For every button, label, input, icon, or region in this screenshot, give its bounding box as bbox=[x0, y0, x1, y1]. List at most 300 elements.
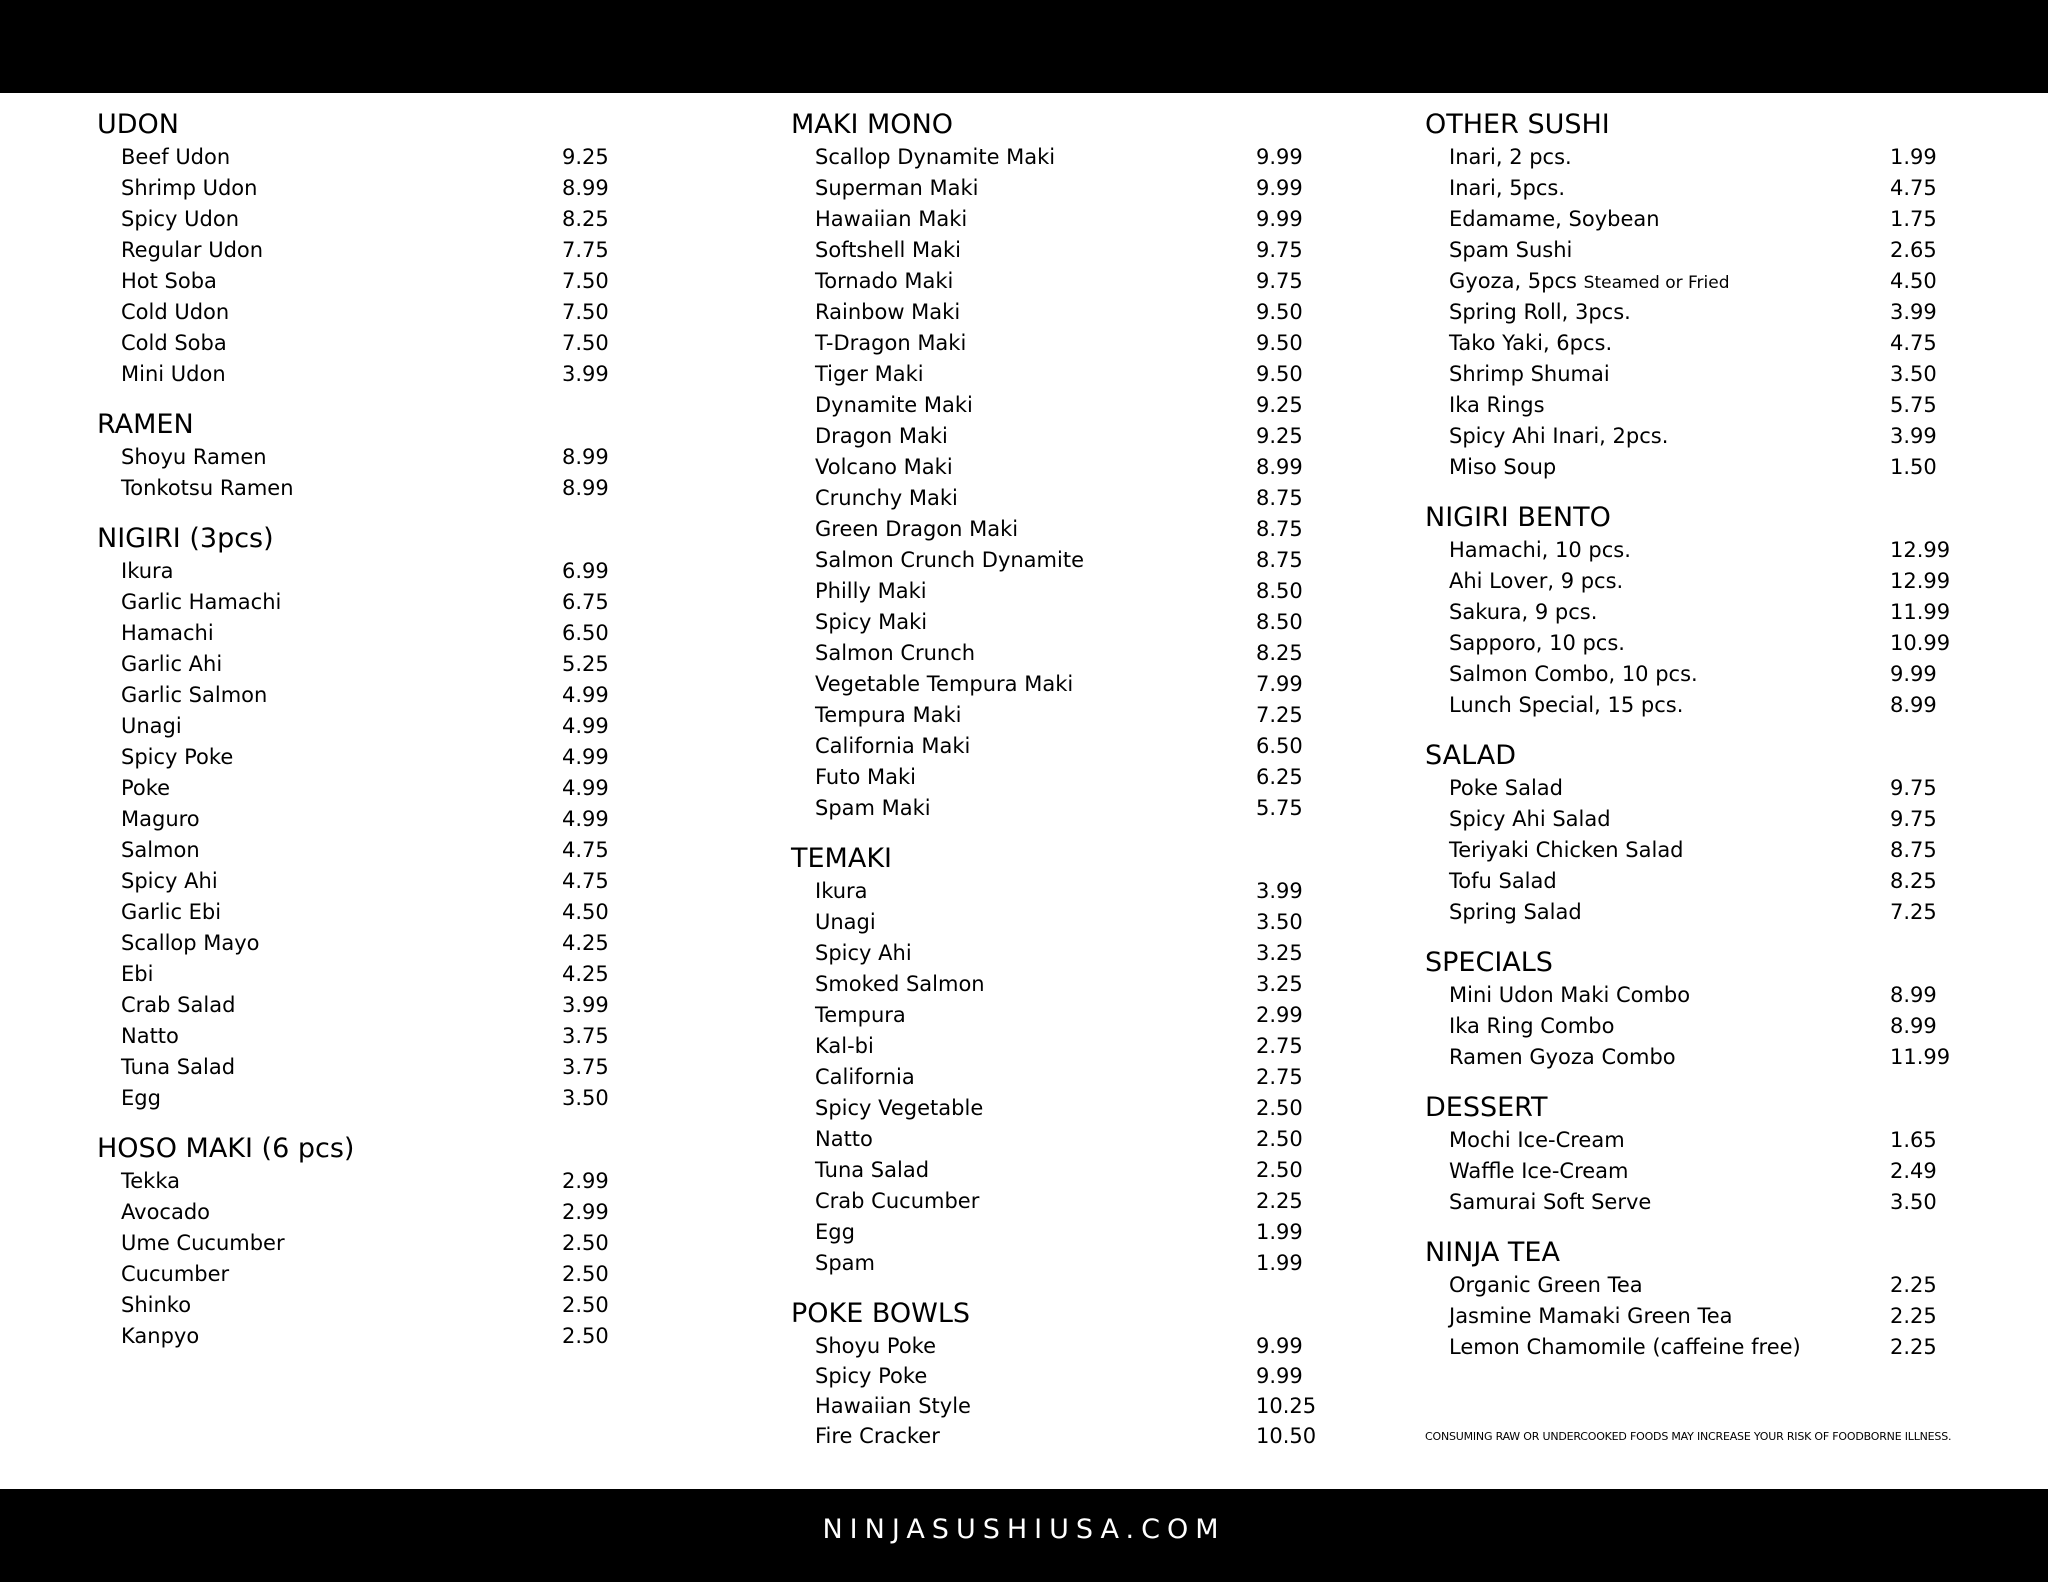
item-price: 8.50 bbox=[1256, 610, 1303, 634]
item-name-text: Miso Soup bbox=[1449, 455, 1557, 479]
item-name bbox=[815, 762, 916, 793]
menu-section bbox=[97, 1132, 617, 1352]
menu-item bbox=[791, 359, 1351, 390]
item-name-text: Crab Salad bbox=[121, 993, 236, 1017]
item-name-text: Maguro bbox=[121, 807, 200, 831]
item-name bbox=[121, 587, 281, 618]
item-price: 7.75 bbox=[562, 238, 609, 262]
item-name bbox=[121, 866, 218, 897]
item-price: 8.75 bbox=[1256, 517, 1303, 541]
menu-item bbox=[791, 607, 1351, 638]
item-name-text: Organic Green Tea bbox=[1449, 1273, 1643, 1297]
item-name bbox=[815, 969, 985, 1000]
item-price: 4.99 bbox=[562, 807, 609, 831]
menu-item bbox=[1425, 628, 1985, 659]
item-price: 3.99 bbox=[1890, 424, 1937, 448]
menu-section bbox=[1425, 1091, 1985, 1218]
item-price: 4.99 bbox=[562, 745, 609, 769]
item-name-text: Ahi Lover, 9 pcs. bbox=[1449, 569, 1624, 593]
item-name-text: California bbox=[815, 1065, 915, 1089]
item-name bbox=[1449, 1125, 1625, 1156]
item-price: 11.99 bbox=[1890, 1045, 1951, 1069]
menu-item bbox=[791, 969, 1351, 1000]
item-name-text: Tempura Maki bbox=[815, 703, 962, 727]
item-name bbox=[815, 638, 975, 669]
item-name-text: Cold Soba bbox=[121, 331, 227, 355]
item-price: 9.75 bbox=[1256, 238, 1303, 262]
item-name-text: Salmon Crunch bbox=[815, 641, 976, 665]
item-name-text: Spicy Ahi Salad bbox=[1449, 807, 1611, 831]
menu-item bbox=[97, 1166, 617, 1197]
menu-item bbox=[1425, 1156, 1985, 1187]
menu-item bbox=[791, 545, 1351, 576]
item-name-text: Softshell Maki bbox=[815, 238, 961, 262]
item-name-text: Garlic Ahi bbox=[121, 652, 223, 676]
menu-item bbox=[97, 142, 617, 173]
menu-item bbox=[791, 452, 1351, 483]
item-name bbox=[1449, 297, 1631, 328]
menu-item bbox=[97, 204, 617, 235]
website-url[interactable]: NINJASUSHIUSA.COM bbox=[822, 1514, 1226, 1545]
section-title: MAKI MONO bbox=[791, 109, 954, 140]
item-name bbox=[815, 390, 973, 421]
item-name bbox=[1449, 597, 1597, 628]
item-name bbox=[121, 1052, 235, 1083]
item-name-text: Tako Yaki, 6pcs. bbox=[1449, 331, 1613, 355]
item-price: 4.25 bbox=[562, 962, 609, 986]
item-name bbox=[815, 235, 961, 266]
item-name bbox=[815, 1186, 979, 1217]
item-name bbox=[121, 711, 182, 742]
item-price: 2.50 bbox=[1256, 1096, 1303, 1120]
item-price: 4.25 bbox=[562, 931, 609, 955]
menu-item bbox=[97, 473, 617, 504]
menu-item bbox=[97, 959, 617, 990]
item-price: 4.99 bbox=[562, 683, 609, 707]
menu-item bbox=[97, 804, 617, 835]
item-name-text: Shinko bbox=[121, 1293, 192, 1317]
item-name bbox=[1449, 628, 1625, 659]
menu-item bbox=[1425, 866, 1985, 897]
item-name bbox=[815, 1000, 906, 1031]
menu-item bbox=[97, 442, 617, 473]
item-price: 9.50 bbox=[1256, 300, 1303, 324]
section-title: OTHER SUSHI bbox=[1425, 109, 1610, 140]
section-title: POKE BOWLS bbox=[791, 1298, 971, 1329]
item-price: 10.99 bbox=[1890, 631, 1951, 655]
item-name bbox=[1449, 1042, 1676, 1073]
menu-item bbox=[1425, 835, 1985, 866]
menu-item bbox=[97, 742, 617, 773]
menu-item bbox=[1425, 421, 1985, 452]
menu-item bbox=[97, 1197, 617, 1228]
menu-item bbox=[1425, 297, 1985, 328]
menu-item bbox=[791, 1124, 1351, 1155]
item-price: 2.50 bbox=[1256, 1127, 1303, 1151]
item-name-text: Shrimp Shumai bbox=[1449, 362, 1610, 386]
menu-item bbox=[97, 1321, 617, 1352]
menu-item bbox=[1425, 266, 1985, 297]
item-name bbox=[121, 297, 229, 328]
item-price: 1.75 bbox=[1890, 207, 1937, 231]
menu-item bbox=[791, 1248, 1351, 1279]
item-price: 6.50 bbox=[562, 621, 609, 645]
item-price: 3.99 bbox=[562, 993, 609, 1017]
menu-item bbox=[97, 556, 617, 587]
item-price: 11.99 bbox=[1890, 600, 1951, 624]
menu-item bbox=[791, 1155, 1351, 1186]
item-price: 2.65 bbox=[1890, 238, 1937, 262]
item-price: 8.50 bbox=[1256, 579, 1303, 603]
item-name bbox=[815, 483, 958, 514]
item-name-text: Tekka bbox=[121, 1169, 181, 1193]
item-price: 9.75 bbox=[1256, 269, 1303, 293]
menu-item bbox=[791, 235, 1351, 266]
item-price: 9.99 bbox=[1890, 662, 1937, 686]
item-price: 9.50 bbox=[1256, 362, 1303, 386]
menu-item bbox=[791, 1186, 1351, 1217]
item-name-text: Spicy Poke bbox=[121, 745, 234, 769]
item-price: 2.99 bbox=[562, 1200, 609, 1224]
menu-item bbox=[1425, 1332, 1985, 1363]
item-price: 2.99 bbox=[1256, 1003, 1303, 1027]
menu-item bbox=[1425, 690, 1985, 721]
item-name-text: Futo Maki bbox=[815, 765, 916, 789]
item-name-text: Garlic Ebi bbox=[121, 900, 222, 924]
item-name-text: Natto bbox=[121, 1024, 179, 1048]
item-name bbox=[815, 1062, 915, 1093]
menu-item bbox=[791, 1421, 1351, 1451]
item-name-text: Mini Udon Maki Combo bbox=[1449, 983, 1691, 1007]
menu-item bbox=[791, 669, 1351, 700]
menu-section bbox=[791, 1297, 1351, 1451]
item-name bbox=[815, 700, 961, 731]
item-price: 2.99 bbox=[562, 1169, 609, 1193]
item-name bbox=[1449, 897, 1582, 928]
menu-item bbox=[791, 1062, 1351, 1093]
menu-section bbox=[1425, 946, 1985, 1073]
item-price: 4.50 bbox=[562, 900, 609, 924]
menu-item bbox=[791, 793, 1351, 824]
item-name-text: Cucumber bbox=[121, 1262, 230, 1286]
item-name bbox=[1449, 421, 1668, 452]
section-title: TEMAKI bbox=[791, 843, 892, 874]
item-name bbox=[121, 1166, 180, 1197]
item-name-text: Inari, 5pcs. bbox=[1449, 176, 1566, 200]
item-name bbox=[121, 990, 235, 1021]
item-name-text: Sakura, 9 pcs. bbox=[1449, 600, 1598, 624]
item-name-text: Egg bbox=[121, 1086, 161, 1110]
menu-item bbox=[791, 204, 1351, 235]
section-title: NIGIRI (3pcs) bbox=[97, 523, 274, 554]
item-price: 5.75 bbox=[1256, 796, 1303, 820]
item-name-text: Hot Soba bbox=[121, 269, 217, 293]
item-name bbox=[1449, 1332, 1801, 1363]
item-price: 8.99 bbox=[562, 445, 609, 469]
section-title: UDON bbox=[97, 109, 180, 140]
menu-item bbox=[1425, 452, 1985, 483]
menu-item bbox=[97, 928, 617, 959]
item-name bbox=[1449, 452, 1556, 483]
item-price: 5.75 bbox=[1890, 393, 1937, 417]
item-name-text: Teriyaki Chicken Salad bbox=[1449, 838, 1684, 862]
item-name bbox=[1449, 773, 1563, 804]
menu-item bbox=[97, 587, 617, 618]
item-name-text: Ume Cucumber bbox=[121, 1231, 285, 1255]
menu-item bbox=[97, 266, 617, 297]
menu-column-1 bbox=[97, 108, 617, 1370]
item-name bbox=[815, 1155, 929, 1186]
item-name-text: Mini Udon bbox=[121, 362, 226, 386]
item-name-text: Garlic Salmon bbox=[121, 683, 268, 707]
menu-item bbox=[97, 1021, 617, 1052]
item-name-text: Hamachi, 10 pcs. bbox=[1449, 538, 1631, 562]
item-price: 4.99 bbox=[562, 714, 609, 738]
section-title: SPECIALS bbox=[1425, 947, 1553, 978]
item-price: 3.75 bbox=[562, 1024, 609, 1048]
item-price: 3.50 bbox=[562, 1086, 609, 1110]
item-price: 2.75 bbox=[1256, 1065, 1303, 1089]
item-price: 9.25 bbox=[1256, 424, 1303, 448]
item-name bbox=[121, 773, 170, 804]
menu-item bbox=[791, 421, 1351, 452]
item-price: 8.99 bbox=[1890, 693, 1937, 717]
item-price: 9.99 bbox=[1256, 1364, 1303, 1388]
menu-item bbox=[1425, 804, 1985, 835]
item-name-text: Scallop Dynamite Maki bbox=[815, 145, 1056, 169]
item-price: 3.99 bbox=[1256, 879, 1303, 903]
item-name-text: Tiger Maki bbox=[815, 362, 924, 386]
item-name-text: Volcano Maki bbox=[815, 455, 953, 479]
item-name bbox=[1449, 235, 1572, 266]
item-name-text: Spicy Ahi bbox=[815, 941, 912, 965]
item-price: 1.99 bbox=[1256, 1220, 1303, 1244]
menu-item bbox=[791, 514, 1351, 545]
item-price: 8.99 bbox=[1890, 1014, 1937, 1038]
item-name-text: Lunch Special, 15 pcs. bbox=[1449, 693, 1684, 717]
item-name bbox=[815, 297, 960, 328]
item-price: 3.50 bbox=[1890, 362, 1937, 386]
menu-section bbox=[97, 408, 617, 504]
item-name bbox=[1449, 566, 1623, 597]
menu-item bbox=[791, 1217, 1351, 1248]
item-price: 8.99 bbox=[562, 476, 609, 500]
item-name-text: California Maki bbox=[815, 734, 971, 758]
item-price: 3.25 bbox=[1256, 941, 1303, 965]
item-price: 2.25 bbox=[1890, 1273, 1937, 1297]
item-name-text: Salmon Crunch Dynamite bbox=[815, 548, 1084, 572]
item-name bbox=[815, 907, 876, 938]
item-name-text: Beef Udon bbox=[121, 145, 231, 169]
item-price: 3.75 bbox=[562, 1055, 609, 1079]
item-price: 8.25 bbox=[562, 207, 609, 231]
item-name-text: Rainbow Maki bbox=[815, 300, 961, 324]
item-name-text: Spam bbox=[815, 1251, 875, 1275]
item-name-text: Jasmine Mamaki Green Tea bbox=[1449, 1304, 1733, 1328]
item-name-text: Shoyu Poke bbox=[815, 1334, 936, 1358]
item-name-text: Fire Cracker bbox=[815, 1424, 940, 1448]
item-price: 6.25 bbox=[1256, 765, 1303, 789]
item-name-text: Unagi bbox=[815, 910, 876, 934]
item-name bbox=[815, 1361, 927, 1392]
item-price: 6.50 bbox=[1256, 734, 1303, 758]
menu-section bbox=[97, 522, 617, 1114]
menu-item bbox=[791, 297, 1351, 328]
item-price: 1.50 bbox=[1890, 455, 1937, 479]
menu-item bbox=[791, 876, 1351, 907]
item-name bbox=[1449, 866, 1557, 897]
item-name bbox=[815, 1391, 971, 1422]
item-name-text: Regular Udon bbox=[121, 238, 264, 262]
item-name bbox=[1449, 359, 1610, 390]
item-price: 10.50 bbox=[1256, 1424, 1317, 1448]
item-name-text: Mochi Ice-Cream bbox=[1449, 1128, 1625, 1152]
item-name bbox=[1449, 835, 1684, 866]
item-name-text: Lemon Chamomile (caffeine free) bbox=[1449, 1335, 1801, 1359]
menu-item bbox=[97, 835, 617, 866]
item-price: 7.50 bbox=[562, 331, 609, 355]
item-name-text: Spicy Maki bbox=[815, 610, 928, 634]
item-name bbox=[815, 359, 924, 390]
item-name-text: Ebi bbox=[121, 962, 154, 986]
item-name-text: Ika Ring Combo bbox=[1449, 1014, 1615, 1038]
menu-item bbox=[791, 390, 1351, 421]
item-name-text: Smoked Salmon bbox=[815, 972, 985, 996]
item-name bbox=[121, 1083, 161, 1114]
item-name-text: Spicy Poke bbox=[815, 1364, 928, 1388]
item-name bbox=[815, 731, 970, 762]
item-name bbox=[1449, 980, 1690, 1011]
menu-column-2 bbox=[791, 108, 1351, 1469]
menu-item bbox=[1425, 204, 1985, 235]
item-name-text: Garlic Hamachi bbox=[121, 590, 282, 614]
item-name bbox=[121, 473, 294, 504]
menu-item bbox=[1425, 1011, 1985, 1042]
item-price: 6.99 bbox=[562, 559, 609, 583]
item-name bbox=[121, 835, 200, 866]
item-note: Steamed or Fried bbox=[1583, 273, 1730, 293]
item-name-text: Waffle Ice-Cream bbox=[1449, 1159, 1629, 1183]
item-price: 2.49 bbox=[1890, 1159, 1937, 1183]
menu-item bbox=[97, 297, 617, 328]
item-name-text: Inari, 2 pcs. bbox=[1449, 145, 1572, 169]
item-price: 8.99 bbox=[1256, 455, 1303, 479]
item-name bbox=[815, 142, 1055, 173]
item-name-text: Unagi bbox=[121, 714, 182, 738]
item-price: 2.50 bbox=[562, 1324, 609, 1348]
item-name bbox=[815, 576, 927, 607]
item-name-text: Tornado Maki bbox=[815, 269, 954, 293]
item-name-text: Shoyu Ramen bbox=[121, 445, 267, 469]
item-price: 8.99 bbox=[1890, 983, 1937, 1007]
menu-section bbox=[97, 108, 617, 390]
item-name-text: Edamame, Soybean bbox=[1449, 207, 1660, 231]
item-price: 9.99 bbox=[1256, 176, 1303, 200]
section-title: RAMEN bbox=[97, 409, 194, 440]
item-name-text: Cold Udon bbox=[121, 300, 230, 324]
item-name-text: Ramen Gyoza Combo bbox=[1449, 1045, 1676, 1069]
item-price: 2.75 bbox=[1256, 1034, 1303, 1058]
item-name bbox=[1449, 266, 1730, 299]
menu-item bbox=[97, 1052, 617, 1083]
menu-item bbox=[1425, 390, 1985, 421]
section-title: NINJA TEA bbox=[1425, 1237, 1560, 1268]
section-title: SALAD bbox=[1425, 740, 1517, 771]
menu-item bbox=[97, 1259, 617, 1290]
item-name bbox=[815, 514, 1018, 545]
menu-item bbox=[791, 638, 1351, 669]
food-safety-disclaimer: CONSUMING RAW OR UNDERCOOKED FOODS MAY INCREASE YOUR RISK OF FOODBORNE ILLNESS. bbox=[1425, 1430, 1952, 1443]
item-price: 7.25 bbox=[1890, 900, 1937, 924]
item-name-text: Spam Sushi bbox=[1449, 238, 1573, 262]
menu-item bbox=[791, 907, 1351, 938]
item-price: 2.50 bbox=[562, 1231, 609, 1255]
menu-item bbox=[1425, 359, 1985, 390]
item-name-text: Scallop Mayo bbox=[121, 931, 260, 955]
item-name bbox=[815, 793, 931, 824]
item-name bbox=[1449, 142, 1572, 173]
menu-item bbox=[791, 1093, 1351, 1124]
item-name-text: Egg bbox=[815, 1220, 855, 1244]
item-name bbox=[1449, 173, 1565, 204]
item-name bbox=[815, 1217, 855, 1248]
menu-item bbox=[791, 142, 1351, 173]
item-name bbox=[1449, 659, 1698, 690]
item-name bbox=[815, 938, 912, 969]
menu-item bbox=[97, 680, 617, 711]
menu-item bbox=[791, 328, 1351, 359]
item-name bbox=[121, 442, 267, 473]
menu-item bbox=[791, 1000, 1351, 1031]
item-price: 9.75 bbox=[1890, 807, 1937, 831]
menu-item bbox=[791, 173, 1351, 204]
item-name bbox=[121, 235, 263, 266]
menu-item bbox=[791, 762, 1351, 793]
menu-section bbox=[1425, 1236, 1985, 1363]
item-name-text: Vegetable Tempura Maki bbox=[815, 672, 1074, 696]
menu-item bbox=[97, 235, 617, 266]
item-name bbox=[815, 1093, 983, 1124]
menu-item bbox=[1425, 1270, 1985, 1301]
item-price: 1.99 bbox=[1890, 145, 1937, 169]
item-price: 9.50 bbox=[1256, 331, 1303, 355]
menu-item bbox=[97, 328, 617, 359]
menu-item bbox=[97, 711, 617, 742]
menu-item bbox=[97, 990, 617, 1021]
item-price: 2.25 bbox=[1890, 1304, 1937, 1328]
item-name-text: Crunchy Maki bbox=[815, 486, 958, 510]
item-name-text: Hamachi bbox=[121, 621, 214, 645]
item-price: 9.99 bbox=[1256, 207, 1303, 231]
item-name bbox=[1449, 1270, 1643, 1301]
menu-item bbox=[1425, 1187, 1985, 1218]
item-price: 2.25 bbox=[1890, 1335, 1937, 1359]
item-name bbox=[1449, 390, 1545, 421]
section-title: HOSO MAKI (6 pcs) bbox=[97, 1133, 355, 1164]
item-name bbox=[1449, 204, 1660, 235]
item-name-text: Poke bbox=[121, 776, 171, 800]
item-name bbox=[121, 1259, 229, 1290]
item-name bbox=[1449, 690, 1683, 721]
item-price: 4.50 bbox=[1890, 269, 1937, 293]
item-name-text: Natto bbox=[815, 1127, 873, 1151]
item-name bbox=[121, 173, 257, 204]
item-price: 2.50 bbox=[1256, 1158, 1303, 1182]
item-name-text: Hawaiian Style bbox=[815, 1394, 971, 1418]
menu-item bbox=[97, 897, 617, 928]
item-name-text: Poke Salad bbox=[1449, 776, 1564, 800]
item-name bbox=[121, 1197, 210, 1228]
